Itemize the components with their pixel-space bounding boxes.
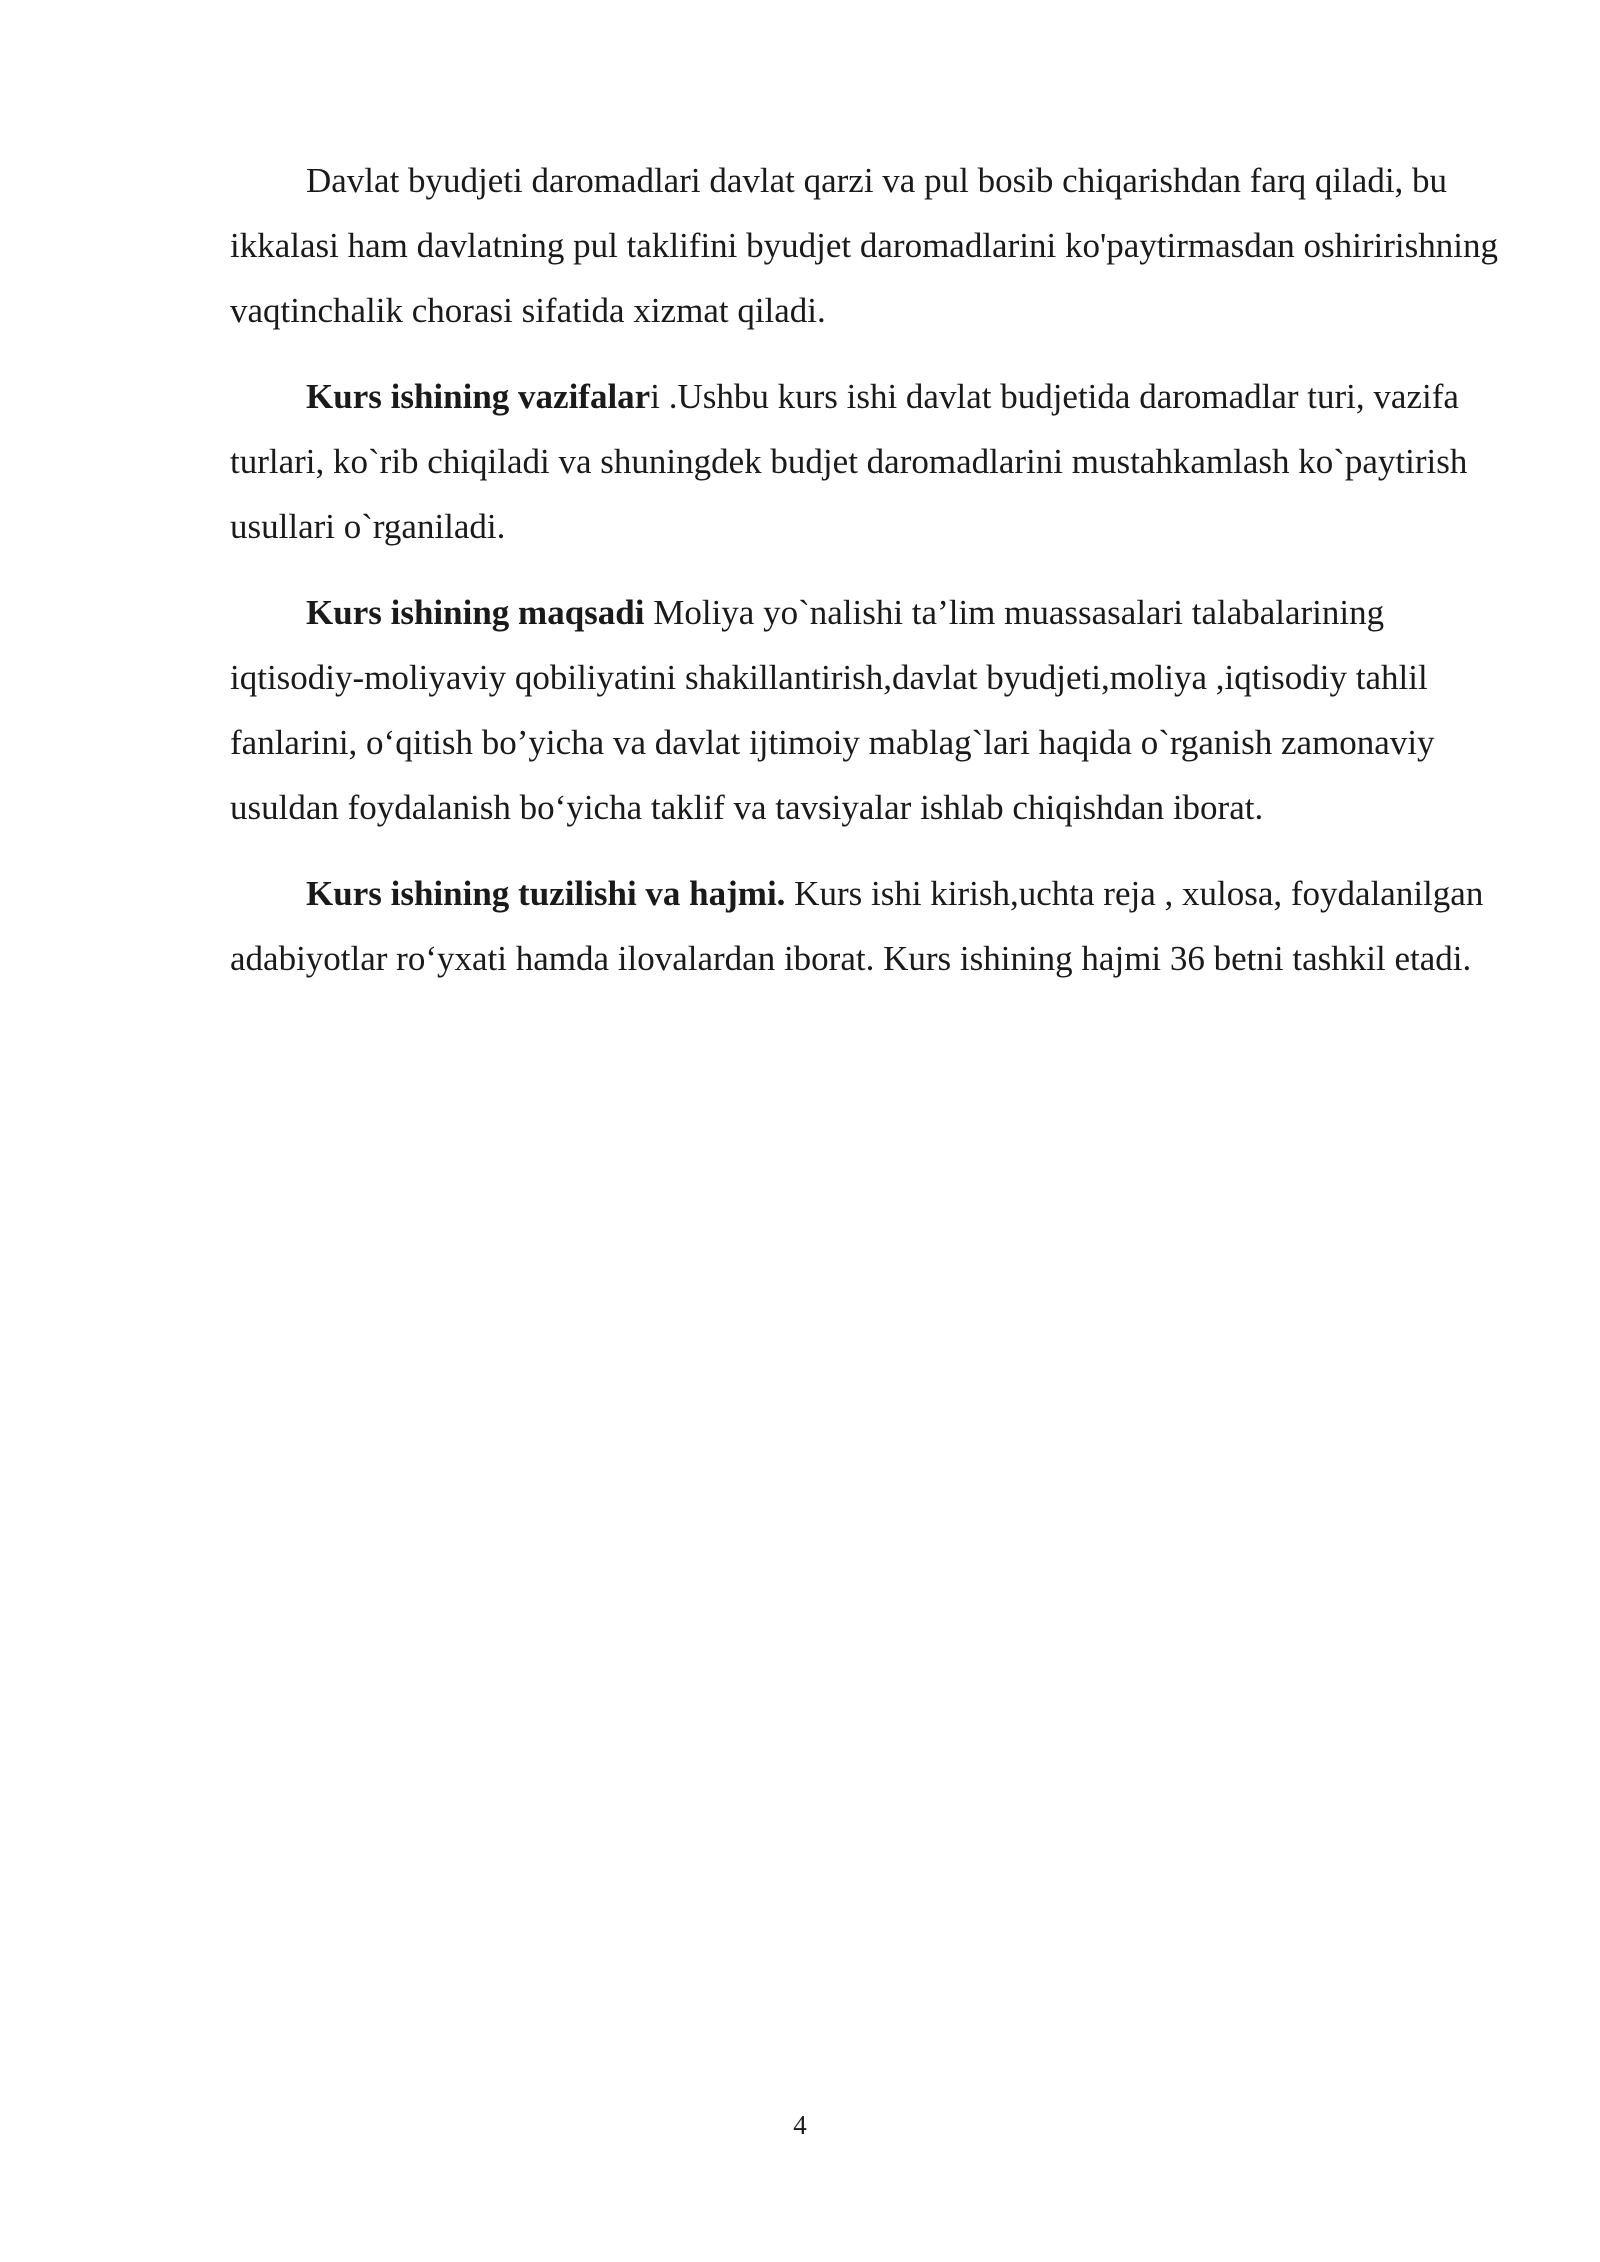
paragraph-course-goal bbox=[230, 580, 1500, 840]
paragraph-text: Moliya yo`nalishi ta’lim muassasalari talabalarining iqtisodiy-moliyaviy qobiliyatini shakillantirish,davlat byudjeti,moliya ,iqtisodiy tahlil fanlarini, o‘qitish bo’yicha va davlat ijtimoiy mablag`lari haqida o`rganish zamonaviy usuldan foydalanish bo‘yicha taklif va tavsiyalar ishlab chiqishdan iborat. bbox=[230, 593, 1435, 827]
paragraph-lead-goal: Kurs ishining maqsadi bbox=[306, 593, 645, 632]
paragraph-lead-tasks: Kurs ishining vazifalar bbox=[306, 377, 651, 416]
paragraph-text: i .Ushbu kurs ishi davlat budjetida daromadlar turi, vazifa turlari, ko`rib chiqiladi va shuningdek budjet daromadlarini mustahkamlash ko`paytirish usullari o`rganiladi. bbox=[230, 377, 1468, 546]
paragraph-budget-revenues bbox=[230, 148, 1500, 343]
page-number: 4 bbox=[793, 2110, 807, 2140]
document-body bbox=[230, 148, 1500, 1012]
paragraph-course-structure bbox=[230, 861, 1500, 991]
paragraph-lead-structure: Kurs ishining tuzilishi va hajmi. bbox=[306, 874, 786, 913]
paragraph-course-tasks bbox=[230, 364, 1500, 559]
paragraph-text: Kurs ishi kirish,uchta reja , xulosa, foydalanilgan adabiyotlar ro‘yxati hamda ilovalardan iborat. Kurs ishining hajmi 36 betni tashkil etadi. bbox=[230, 874, 1484, 978]
paragraph-text: Davlat byudjeti daromadlari davlat qarzi va pul bosib chiqarishdan farq qiladi, bu ikkalasi ham davlatning pul taklifini byudjet daromadlarini ko'paytirmasdan oshiririshning vaqtinchalik chorasi sifatida xizmat qiladi. bbox=[230, 161, 1498, 330]
